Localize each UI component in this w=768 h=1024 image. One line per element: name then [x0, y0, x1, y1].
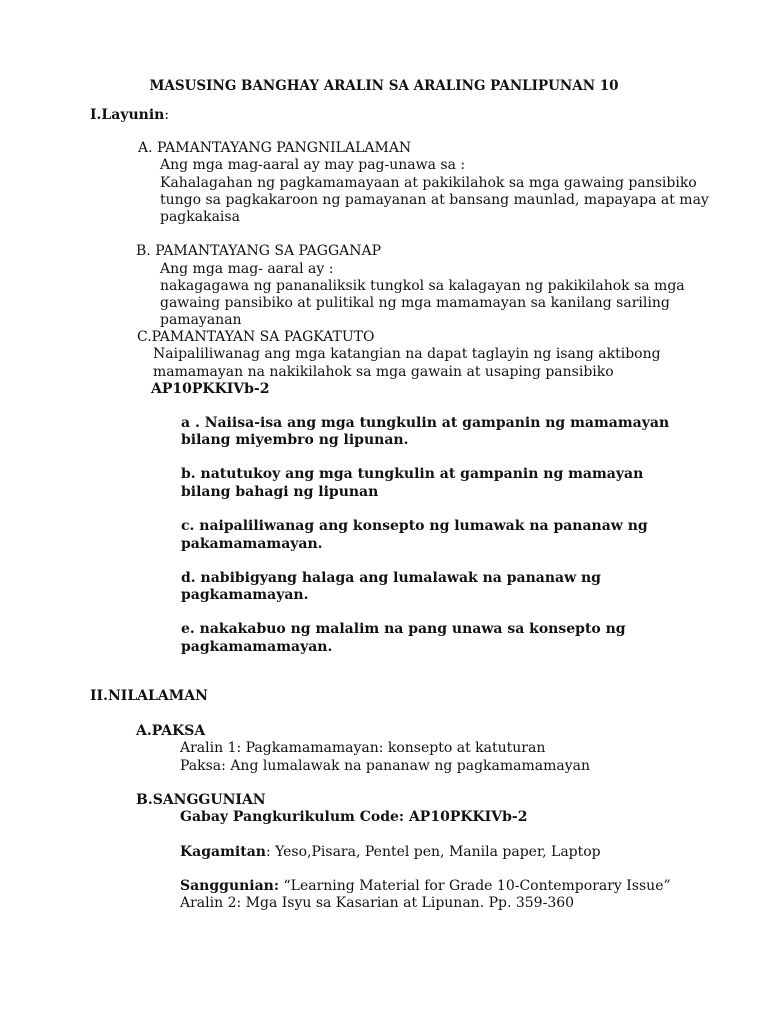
layunin-label: I.Layunin [90, 107, 165, 123]
subheading-paksa: A.PAKSA [136, 723, 206, 739]
paragraph-line: Kahalagahan ng pagkamamayaan at pakikilahok sa mga gawaing pansibiko [160, 175, 697, 191]
objective-c-line1: c. naipaliliwanag ang konsepto ng lumawak na pananaw ng [181, 518, 648, 534]
section-heading-nilalaman: II.NILALAMAN [90, 688, 208, 704]
objective-a-line2: bilang miyembro ng lipunan. [181, 432, 409, 448]
paragraph-line: Paksa: Ang lumalawak na pananaw ng pagkamamamayan [180, 758, 591, 774]
paragraph-line: mamamayan na nakikilahok sa mga gawain at usaping pansibiko [153, 364, 614, 380]
objective-e-line2: pagkamamamayan. [181, 639, 333, 655]
paragraph-line: gawaing pansibiko at pulitikal ng mga mamamayan sa kanilang sariling [160, 295, 670, 311]
subheading-pamantayan-sa-pagkatuto: C.PAMANTAYAN SA PAGKATUTO [137, 329, 375, 345]
subheading-pamantayang-pangnilalaman: A. PAMANTAYANG PANGNILALAMAN [138, 140, 412, 156]
section-heading-layunin [90, 107, 169, 124]
paragraph-line: nakagagawa ng pananaliksik tungkol sa kalagayan ng pakikilahok sa mga [160, 278, 685, 294]
paragraph-line: pagkakaisa [160, 209, 240, 225]
sanggunian-value: “Learning Material for Grade 10-Contemporary Issue” [279, 878, 671, 894]
page-title: MASUSING BANGHAY ARALIN SA ARALING PANLIPUNAN 10 [149, 78, 619, 94]
curriculum-code-line: Gabay Pangkurikulum Code: AP10PKKIVb-2 [180, 809, 528, 825]
objective-e-line1: e. nakakabuo ng malalim na pang unawa sa konsepto ng [181, 621, 626, 637]
layunin-colon: : [164, 107, 170, 123]
objective-a-line1: a . Naiisa-isa ang mga tungkulin at gampanin ng mamamayan [181, 415, 670, 431]
objective-c-line2: pakamamamayan. [181, 536, 323, 552]
objective-d-line2: pagkamamayan. [181, 587, 309, 603]
paragraph-line: pamayanan [160, 312, 242, 328]
paragraph-line: Aralin 1: Pagkamamamayan: konsepto at katuturan [180, 740, 546, 756]
kagamitan-value: : Yeso,Pisara, Pentel pen, Manila paper, Laptop [265, 844, 601, 860]
aralin-reference-line: Aralin 2: Mga Isyu sa Kasarian at Lipunan. Pp. 359-360 [180, 895, 575, 911]
objective-b-line2: bilang bahagi ng lipunan [181, 484, 379, 500]
subheading-sanggunian: B.SANGGUNIAN [136, 792, 266, 808]
sanggunian-label: Sanggunian: [180, 878, 280, 894]
kagamitan-line [180, 844, 601, 861]
objective-b-line1: b. natutukoy ang mga tungkulin at gampanin ng mamayan [181, 466, 644, 482]
paragraph-line: Naipaliliwanag ang mga katangian na dapat taglayin ng isang aktibong [153, 346, 661, 362]
objective-d-line1: d. nabibigyang halaga ang lumalawak na pananaw ng [181, 570, 601, 586]
sanggunian-line [180, 878, 671, 895]
paragraph-line: Ang mga mag-aaral ay may pag-unawa sa : [160, 157, 466, 173]
paragraph-line: tungo sa pagkakaroon ng pamayanan at bansang maunlad, mapayapa at may [160, 192, 709, 208]
kagamitan-label: Kagamitan [180, 844, 266, 860]
paragraph-line: Ang mga mag- aaral ay : [160, 261, 334, 277]
subheading-pamantayang-sa-pagganap: B. PAMANTAYANG SA PAGGANAP [136, 243, 382, 259]
competency-code: AP10PKKIVb-2 [151, 381, 270, 397]
